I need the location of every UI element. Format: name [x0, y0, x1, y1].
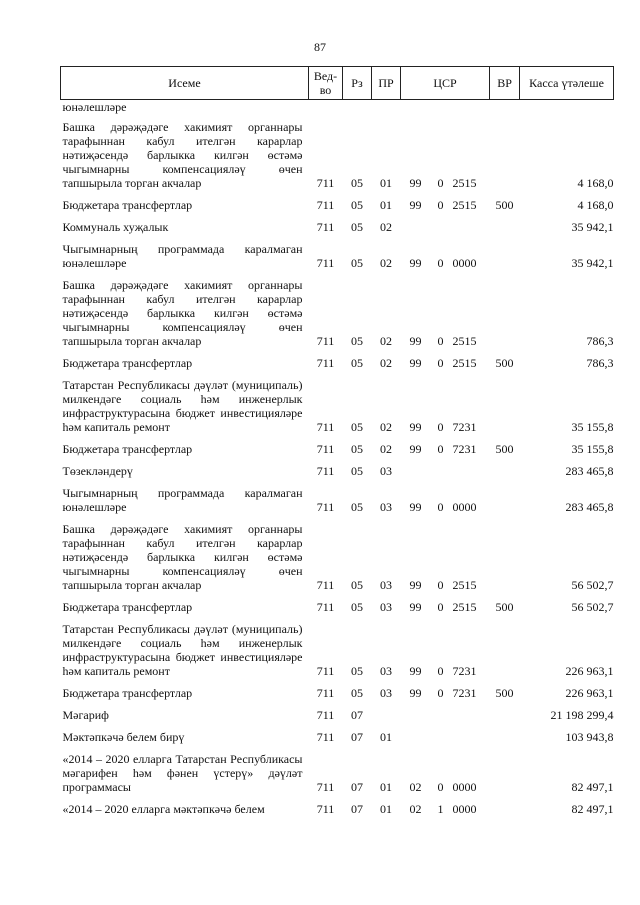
cell-kassa: 21 198 299,4 [550, 708, 614, 722]
cell-vr [490, 278, 520, 356]
cell-rz: 05 [351, 198, 363, 212]
cell-ved: 711 [316, 256, 335, 270]
cell-csr1: 99 [409, 442, 422, 456]
cell-ved: 711 [316, 420, 335, 434]
cell-name: Башка дәрәҗәдәге хакимият органнары тарафыннан кабул ителгән карарлар нәтиҗәсендә барлыкка килгән өстәмә чыгымнарны компенсацияләү өчен тапшырыла торган акчалар [62, 278, 303, 348]
cell-kassa: 226 963,1 [565, 686, 614, 700]
cell-rz: 05 [351, 220, 363, 234]
cell-pr: 01 [380, 802, 392, 816]
cell-kassa: 35 155,8 [571, 442, 614, 456]
cell-kassa: 35 942,1 [571, 220, 614, 234]
cell-name: Мәктәпкәчә белем бирү [62, 730, 185, 744]
cell-ved: 711 [316, 802, 335, 816]
cell-vr [490, 730, 520, 752]
cell-csr2: 0 [437, 176, 444, 190]
cell-csr2: 0 [437, 780, 444, 794]
table-row [61, 686, 614, 708]
cell-csr2: 0 [437, 500, 444, 514]
cell-csr1: 99 [409, 500, 422, 514]
cell-pr: 01 [380, 780, 392, 794]
cell-ved: 711 [316, 220, 335, 234]
cell-kassa: 4 168,0 [577, 198, 614, 212]
cell-rz [343, 100, 372, 121]
cell-ved: 711 [316, 708, 335, 722]
cell-csr1 [401, 730, 431, 752]
header-name: Исеме [61, 67, 309, 100]
cell-kassa: 35 942,1 [571, 256, 614, 270]
header-ved: Вед-во [309, 67, 343, 100]
cell-ved: 711 [316, 686, 335, 700]
cell-pr: 02 [380, 256, 392, 270]
cell-rz: 05 [351, 356, 363, 370]
cell-pr: 03 [380, 578, 392, 592]
cell-name: Чыгымнарның программада каралмаган юнәлешләре [62, 486, 303, 514]
cell-csr3: 7231 [452, 664, 477, 678]
cell-vr [490, 242, 520, 278]
cell-kassa: 786,3 [586, 334, 614, 348]
cell-vr: 500 [495, 198, 514, 212]
cell-csr3 [451, 708, 490, 730]
cell-rz: 05 [351, 420, 363, 434]
cell-csr1 [401, 464, 431, 486]
cell-csr2: 0 [437, 256, 444, 270]
cell-pr: 03 [380, 500, 392, 514]
cell-rz: 05 [351, 600, 363, 614]
cell-csr1: 99 [409, 198, 422, 212]
cell-csr3: 7231 [452, 442, 477, 456]
table-row [61, 622, 614, 686]
cell-csr1: 99 [409, 356, 422, 370]
cell-csr1: 99 [409, 578, 422, 592]
cell-vr: 500 [495, 356, 514, 370]
cell-vr: 500 [495, 686, 514, 700]
cell-csr3: 0000 [452, 256, 477, 270]
cell-kassa: 82 497,1 [571, 802, 614, 816]
cell-kassa: 103 943,8 [565, 730, 614, 744]
cell-vr [490, 486, 520, 522]
cell-name: Бюджетара трансфертлар [62, 686, 193, 700]
header-csr: ЦСР [401, 67, 490, 100]
cell-ved: 711 [316, 730, 335, 744]
cell-ved: 711 [316, 578, 335, 592]
table-row [61, 708, 614, 730]
table-row [61, 378, 614, 442]
cell-rz: 05 [351, 334, 363, 348]
cell-csr3: 2515 [452, 356, 477, 370]
cell-name: Татарстан Республикасы дәүләт (муниципаль) милкендәге социаль һәм инженерлык инфраструктурасына бюджет инвестицияләре һәм капиталь ремонт [62, 622, 303, 678]
cell-pr: 01 [380, 176, 392, 190]
cell-csr3 [451, 220, 490, 242]
cell-pr: 02 [380, 420, 392, 434]
cell-csr2: 0 [437, 664, 444, 678]
cell-csr3: 7231 [452, 420, 477, 434]
cell-ved: 711 [316, 664, 335, 678]
cell-csr2 [431, 100, 451, 121]
cell-pr: 02 [380, 334, 392, 348]
cell-pr [372, 708, 401, 730]
cell-pr: 02 [380, 442, 392, 456]
cell-csr3 [451, 100, 490, 121]
cell-rz: 05 [351, 664, 363, 678]
cell-ved: 711 [316, 780, 335, 794]
table-row [61, 100, 614, 121]
cell-name: Коммуналь хуҗалык [62, 220, 169, 234]
cell-rz: 05 [351, 256, 363, 270]
cell-kassa: 56 502,7 [571, 600, 614, 614]
table-row [61, 198, 614, 220]
cell-pr: 03 [380, 664, 392, 678]
cell-csr3: 0000 [452, 500, 477, 514]
cell-csr1: 02 [409, 802, 422, 816]
table-row [61, 522, 614, 600]
cell-ved: 711 [316, 464, 335, 478]
cell-name: Башка дәрәҗәдәге хакимият органнары тарафыннан кабул ителгән карарлар нәтиҗәсендә барлыкка килгән өстәмә чыгымнарны компенсацияләү өчен тапшырыла торган акчалар [62, 120, 303, 190]
cell-csr2: 0 [437, 686, 444, 700]
page-number: 87 [314, 40, 326, 54]
cell-vr [490, 752, 520, 802]
cell-vr [490, 708, 520, 730]
cell-csr2: 0 [437, 600, 444, 614]
cell-name: Бюджетара трансфертлар [62, 356, 193, 370]
cell-rz: 05 [351, 500, 363, 514]
cell-name: юнәлешләре [62, 100, 127, 114]
cell-ved: 711 [316, 500, 335, 514]
cell-kassa: 56 502,7 [571, 578, 614, 592]
cell-pr: 01 [380, 198, 392, 212]
cell-csr1 [401, 100, 431, 121]
cell-vr [490, 622, 520, 686]
cell-rz: 07 [351, 708, 363, 722]
cell-csr3: 0000 [452, 802, 477, 816]
cell-csr2: 0 [437, 420, 444, 434]
cell-csr3: 0000 [452, 780, 477, 794]
table-row [61, 242, 614, 278]
cell-vr [490, 522, 520, 600]
cell-rz: 07 [351, 802, 363, 816]
table-row [61, 600, 614, 622]
cell-vr: 500 [495, 442, 514, 456]
cell-csr2: 1 [437, 802, 444, 816]
cell-name: Татарстан Республикасы дәүләт (муниципаль) милкендәге социаль һәм инженерлык инфраструктурасына бюджет инвестицияләре һәм капиталь ремонт [62, 378, 303, 434]
cell-csr3 [451, 730, 490, 752]
cell-csr1: 99 [409, 686, 422, 700]
cell-kassa [520, 100, 614, 121]
cell-csr3: 7231 [452, 686, 477, 700]
cell-kassa: 283 465,8 [565, 500, 614, 514]
cell-csr1: 99 [409, 176, 422, 190]
table-row [61, 486, 614, 522]
table-row [61, 278, 614, 356]
cell-ved: 711 [316, 442, 335, 456]
cell-kassa: 226 963,1 [565, 664, 614, 678]
cell-csr3: 2515 [452, 600, 477, 614]
cell-csr2: 0 [437, 198, 444, 212]
cell-csr1: 99 [409, 256, 422, 270]
cell-csr3 [451, 464, 490, 486]
cell-pr: 03 [380, 464, 392, 478]
cell-name: Бюджетара трансфертлар [62, 442, 193, 456]
cell-name: Мәгариф [62, 708, 109, 722]
table-row [61, 220, 614, 242]
cell-kassa: 4 168,0 [577, 176, 614, 190]
cell-csr3: 2515 [452, 578, 477, 592]
header-kassa: Касса үтәлеше [520, 67, 614, 100]
table-row [61, 752, 614, 802]
table-header [61, 67, 614, 100]
table-row [61, 802, 614, 824]
cell-csr1: 99 [409, 334, 422, 348]
cell-csr1 [401, 220, 431, 242]
cell-name: Чыгымнарның программада каралмаган юнәлешләре [62, 242, 303, 270]
cell-ved: 711 [316, 356, 335, 370]
cell-rz: 05 [351, 686, 363, 700]
budget-table [60, 66, 614, 824]
cell-csr2 [431, 464, 451, 486]
cell-kassa: 35 155,8 [571, 420, 614, 434]
cell-csr2 [431, 730, 451, 752]
cell-ved: 711 [316, 334, 335, 348]
table-row [61, 730, 614, 752]
cell-csr1 [401, 708, 431, 730]
cell-csr2: 0 [437, 578, 444, 592]
cell-kassa: 283 465,8 [565, 464, 614, 478]
cell-ved: 711 [316, 198, 335, 212]
cell-csr1: 99 [409, 600, 422, 614]
cell-pr: 02 [380, 220, 392, 234]
cell-name: «2014 – 2020 елларга мәктәпкәчә белем [62, 802, 265, 816]
cell-rz: 05 [351, 464, 363, 478]
cell-vr [490, 378, 520, 442]
cell-vr [490, 464, 520, 486]
cell-pr: 02 [380, 356, 392, 370]
cell-csr2 [431, 708, 451, 730]
table-row [61, 442, 614, 464]
cell-rz: 07 [351, 780, 363, 794]
cell-ved [309, 100, 343, 121]
header-pr: ПР [372, 67, 401, 100]
cell-csr2: 0 [437, 334, 444, 348]
cell-pr [372, 100, 401, 121]
cell-name: Бюджетара трансфертлар [62, 198, 193, 212]
cell-ved: 711 [316, 176, 335, 190]
cell-name: Төзекләндерү [62, 464, 133, 478]
cell-vr [490, 220, 520, 242]
cell-kassa: 82 497,1 [571, 780, 614, 794]
cell-csr3: 2515 [452, 334, 477, 348]
cell-csr2 [431, 220, 451, 242]
cell-pr: 03 [380, 686, 392, 700]
cell-kassa: 786,3 [586, 356, 614, 370]
cell-name: Башка дәрәҗәдәге хакимият органнары тарафыннан кабул ителгән карарлар нәтиҗәсендә барлыкка килгән өстәмә чыгымнарны компенсацияләү өчен тапшырыла торган акчалар [62, 522, 303, 592]
cell-csr1: 99 [409, 664, 422, 678]
cell-rz: 05 [351, 578, 363, 592]
cell-ved: 711 [316, 600, 335, 614]
cell-vr [490, 802, 520, 824]
cell-csr1: 99 [409, 420, 422, 434]
cell-rz: 05 [351, 176, 363, 190]
header-rz: Рз [343, 67, 372, 100]
header-vr: ВР [490, 67, 520, 100]
cell-csr2: 0 [437, 442, 444, 456]
table-row [61, 120, 614, 198]
cell-pr: 03 [380, 600, 392, 614]
cell-name: «2014 – 2020 елларга Татарстан Республикасы мәгарифен һәм фәнен үстерү» дәүләт программасы [62, 752, 303, 794]
cell-rz: 07 [351, 730, 363, 744]
cell-vr: 500 [495, 600, 514, 614]
cell-vr [490, 100, 520, 121]
cell-csr2: 0 [437, 356, 444, 370]
cell-pr: 01 [380, 730, 392, 744]
cell-rz: 05 [351, 442, 363, 456]
table-body [61, 100, 614, 825]
cell-name: Бюджетара трансфертлар [62, 600, 193, 614]
table-row [61, 464, 614, 486]
table-row [61, 356, 614, 378]
cell-csr1: 02 [409, 780, 422, 794]
cell-csr3: 2515 [452, 176, 477, 190]
cell-csr3: 2515 [452, 198, 477, 212]
cell-vr [490, 120, 520, 198]
